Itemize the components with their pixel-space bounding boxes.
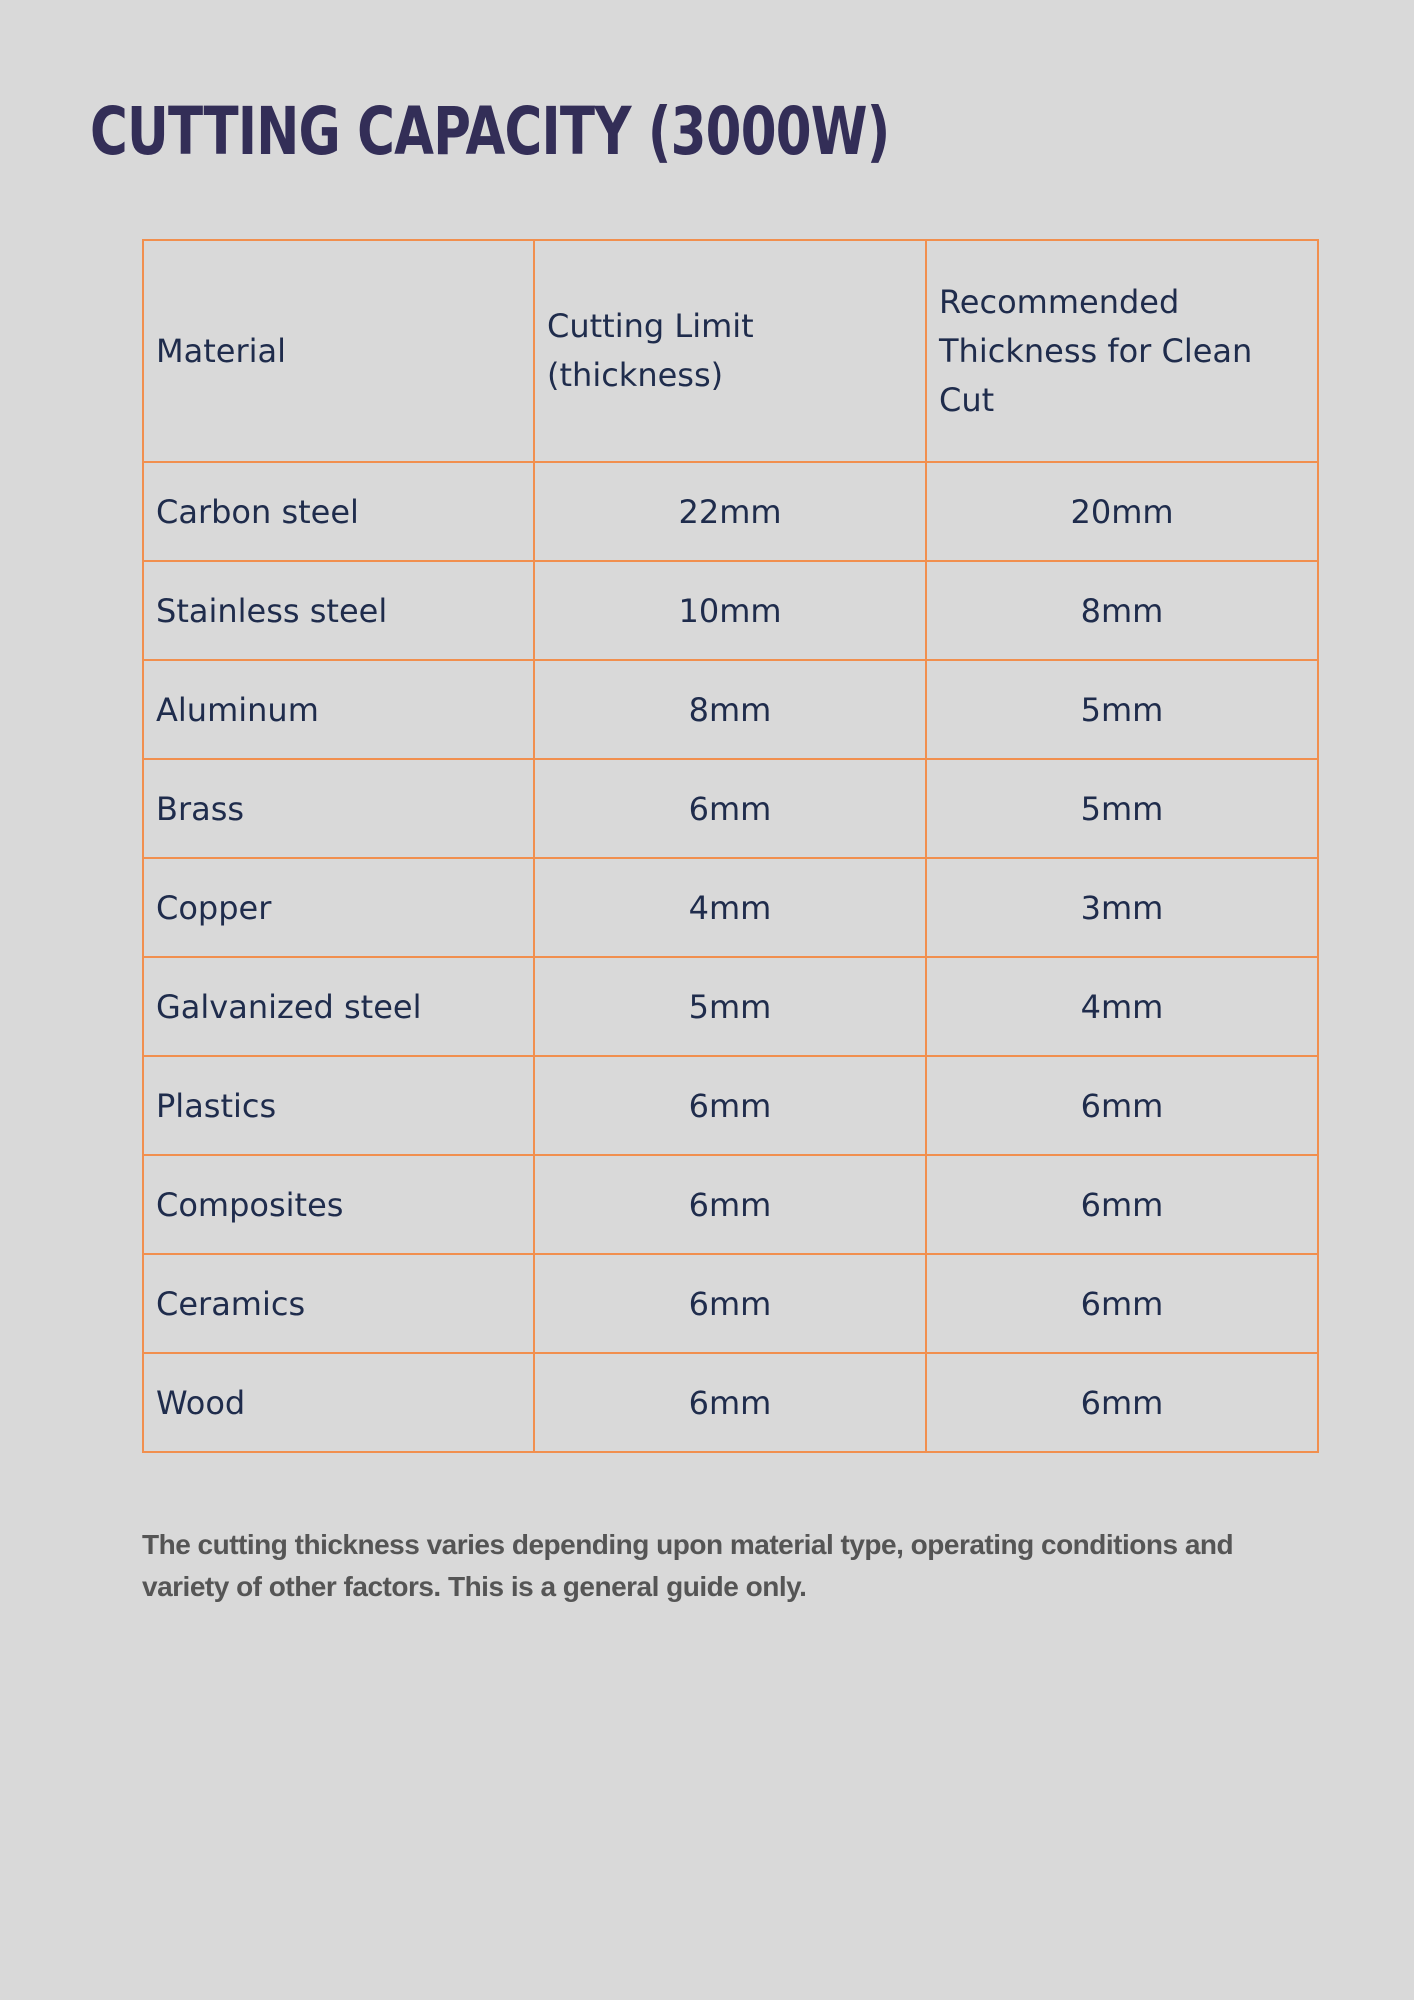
cutting-limit-cell: 10mm xyxy=(534,561,926,660)
material-cell: Aluminum xyxy=(143,660,534,759)
cutting-limit-cell: 5mm xyxy=(534,957,926,1056)
recommended-thickness-cell: 6mm xyxy=(926,1254,1318,1353)
disclaimer-footnote: The cutting thickness varies depending upon material type, operating conditions and variety of other factors. This is a general guide only. xyxy=(142,1529,1234,1602)
header-cutting-limit: Cutting Limit (thickness) xyxy=(534,240,926,462)
recommended-thickness-cell: 5mm xyxy=(926,660,1318,759)
table-row xyxy=(143,1056,1318,1155)
cutting-limit-cell: 6mm xyxy=(534,1254,926,1353)
material-cell: Brass xyxy=(143,759,534,858)
table-row xyxy=(143,660,1318,759)
cutting-limit-cell: 6mm xyxy=(534,759,926,858)
material-cell: Composites xyxy=(143,1155,534,1254)
material-cell: Stainless steel xyxy=(143,561,534,660)
header-material: Material xyxy=(143,240,534,462)
cutting-capacity-table xyxy=(142,239,1319,1453)
recommended-thickness-cell: 4mm xyxy=(926,957,1318,1056)
cutting-limit-cell: 4mm xyxy=(534,858,926,957)
material-cell: Ceramics xyxy=(143,1254,534,1353)
table-row xyxy=(143,561,1318,660)
table-row xyxy=(143,1254,1318,1353)
recommended-thickness-cell: 20mm xyxy=(926,462,1318,561)
cutting-limit-cell: 8mm xyxy=(534,660,926,759)
cutting-limit-cell: 22mm xyxy=(534,462,926,561)
cutting-limit-cell: 6mm xyxy=(534,1353,926,1452)
recommended-thickness-cell: 8mm xyxy=(926,561,1318,660)
material-cell: Copper xyxy=(143,858,534,957)
header-recommended-thickness: Recommended Thickness for Clean Cut xyxy=(926,240,1318,462)
material-cell: Galvanized steel xyxy=(143,957,534,1056)
table-row xyxy=(143,858,1318,957)
cutting-limit-cell: 6mm xyxy=(534,1155,926,1254)
material-cell: Carbon steel xyxy=(143,462,534,561)
recommended-thickness-cell: 6mm xyxy=(926,1353,1318,1452)
material-cell: Wood xyxy=(143,1353,534,1452)
recommended-thickness-cell: 5mm xyxy=(926,759,1318,858)
table-row xyxy=(143,462,1318,561)
page-title: CUTTING CAPACITY (3000W) xyxy=(90,93,890,170)
cutting-limit-cell: 6mm xyxy=(534,1056,926,1155)
recommended-thickness-cell: 3mm xyxy=(926,858,1318,957)
table-header-row xyxy=(143,240,1318,462)
table-row xyxy=(143,1353,1318,1452)
recommended-thickness-cell: 6mm xyxy=(926,1056,1318,1155)
table-row xyxy=(143,1155,1318,1254)
recommended-thickness-cell: 6mm xyxy=(926,1155,1318,1254)
material-cell: Plastics xyxy=(143,1056,534,1155)
table-row xyxy=(143,759,1318,858)
table-row xyxy=(143,957,1318,1056)
